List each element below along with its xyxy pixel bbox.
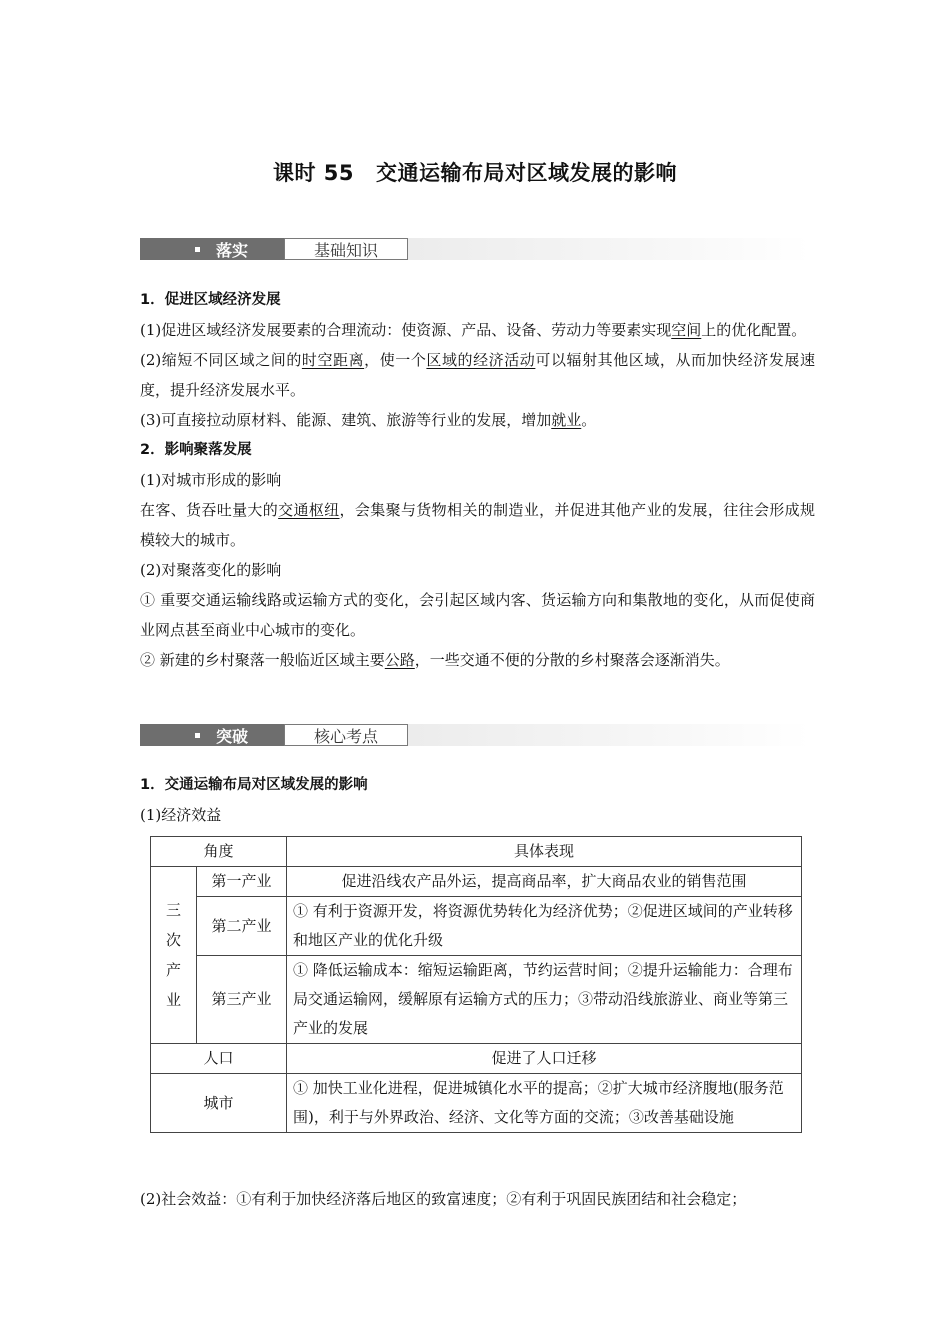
banner-dark-label: 落实	[140, 238, 284, 260]
row-text: 促进了人口迁移	[287, 1044, 802, 1074]
heading-transport-impact: 1．交通运输布局对区域发展的影响	[140, 777, 368, 793]
row-label: 城市	[151, 1074, 287, 1133]
square-bullet-icon	[195, 247, 200, 252]
lesson-title: 交通运输布局对区域发展的影响	[376, 161, 678, 185]
table-row	[151, 1074, 802, 1133]
social-benefit	[140, 1184, 815, 1214]
blank-answer: 时空距离	[301, 351, 365, 369]
page-title	[0, 157, 950, 187]
table-row	[151, 867, 802, 897]
paragraph-7: ① 重要交通运输线路或运输方式的变化，会引起区域内客、货运输方向和集散地的变化，从而促使商业网点甚至商业中心城市的变化。	[140, 591, 815, 639]
impact-table	[150, 836, 802, 1133]
square-bullet-icon	[195, 733, 200, 738]
row-label: 第三产业	[197, 956, 287, 1044]
row-text: ① 有利于资源开发，将资源优势转化为经济优势；②促进区域间的产业转移和地区产业的优化升级	[287, 897, 802, 956]
paragraph-5: 在客、货吞吐量大的交通枢纽，会集聚与货物相关的制造业，并促进其他产业的发展，往往会形成规模较大的城市。	[140, 501, 815, 549]
blank-answer: 公路	[384, 651, 415, 669]
header-cell: 具体表现	[287, 837, 802, 867]
basics-content	[140, 285, 815, 675]
table-row	[151, 897, 802, 956]
banner-dark-label: 突破	[140, 724, 284, 746]
paragraph-1: (1)促进区域经济发展要素的合理流动：使资源、产品、设备、劳动力等要素实现空间上的优化配置。	[140, 321, 807, 339]
core-content	[140, 770, 815, 830]
heading-settlement: 2．影响聚落发展	[140, 442, 252, 458]
paragraph-social-benefit: (2)社会效益：①有利于加快经济落后地区的致富速度；②有利于巩固民族团结和社会稳定；	[140, 1190, 747, 1208]
blank-answer: 交通枢纽	[278, 501, 340, 519]
heading-economy: 1．促进区域经济发展	[140, 292, 281, 308]
paragraph-4: (1)对城市形成的影响	[140, 471, 282, 489]
table-row	[151, 1044, 802, 1074]
row-label: 第一产业	[197, 867, 287, 897]
group-label-cell	[151, 867, 197, 1044]
section-banner-basics	[140, 238, 810, 260]
section-banner-core	[140, 724, 810, 746]
blank-answer: 空间	[671, 321, 702, 339]
paragraph-6: (2)对聚落变化的影响	[140, 561, 282, 579]
row-label: 人口	[151, 1044, 287, 1074]
group-label: 三 次 产 业	[165, 901, 181, 1009]
banner-light-label: 核心考点	[284, 724, 408, 746]
row-text: 促进沿线农产品外运，提高商品率，扩大商品农业的销售范围	[287, 867, 802, 897]
blank-answer: 区域的经济活动	[426, 351, 536, 369]
table-header-row	[151, 837, 802, 867]
paragraph-8: ② 新建的乡村聚落一般临近区域主要公路，一些交通不便的分散的乡村聚落会逐渐消失。	[140, 651, 730, 669]
paragraph-3: (3)可直接拉动原材料、能源、建筑、旅游等行业的发展，增加就业。	[140, 411, 597, 429]
header-cell: 角度	[151, 837, 287, 867]
row-text: ① 加快工业化进程，促进城镇化水平的提高；②扩大城市经济腹地(服务范围)，利于与外界政治、经济、文化等方面的交流；③改善基础设施	[287, 1074, 802, 1133]
table-row	[151, 956, 802, 1044]
banner-light-label: 基础知识	[284, 238, 408, 260]
row-text: ① 降低运输成本：缩短运输距离，节约运营时间；②提升运输能力：合理布局交通运输网，缓解原有运输方式的压力；③带动沿线旅游业、商业等第三产业的发展	[287, 956, 802, 1044]
row-label: 第二产业	[197, 897, 287, 956]
blank-answer: 就业	[551, 411, 582, 429]
paragraph-2: (2)缩短不同区域之间的时空距离，使一个区域的经济活动可以辐射其他区域，从而加快经济发展速度，提升经济发展水平。	[140, 351, 815, 399]
lesson-number: 课时 55	[272, 161, 355, 185]
paragraph-economic-benefit: (1)经济效益	[140, 806, 222, 824]
